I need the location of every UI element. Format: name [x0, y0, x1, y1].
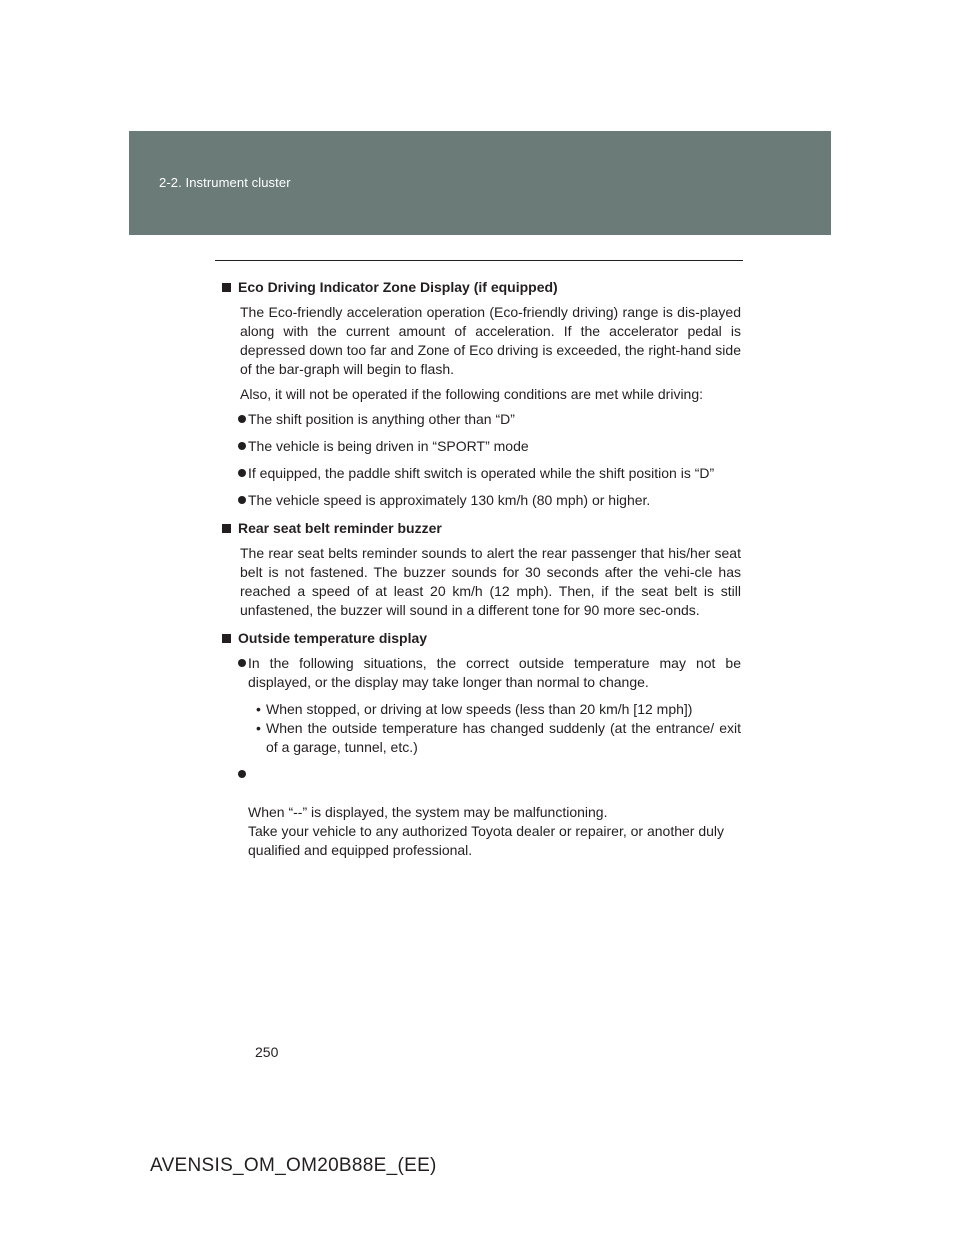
outside-temp-sub-item: • When stopped, or driving at low speeds (less than 20 km/h [12 mph]) — [256, 701, 693, 717]
small-dot-icon: • — [256, 720, 261, 736]
eco-condition-item: The vehicle is being driven in “SPORT” mode — [221, 437, 741, 456]
round-bullet-icon — [238, 659, 246, 667]
square-bullet-icon — [222, 524, 231, 533]
eco-condition-item: The shift position is anything other than “D” — [221, 410, 741, 429]
header-band — [129, 131, 831, 235]
eco-condition-item: If equipped, the paddle shift switch is operated while the shift position is “D” — [221, 464, 741, 483]
seat-belt-buzzer-heading: Rear seat belt reminder buzzer — [221, 519, 741, 538]
page-content — [221, 278, 741, 868]
eco-indicator-heading: Eco Driving Indicator Zone Display (if equipped) — [221, 278, 741, 297]
seat-belt-buzzer-description: The rear seat belts reminder sounds to alert the rear passenger that his/her seat belt is not fastened. The buzzer sounds for 30 seconds after the vehi-cle has reached a speed of at least 20 km/h (12 mph). Then, if the seat belt is still unfastened, the buzzer will sound in a different tone for 90 more sec-onds. — [240, 545, 741, 618]
eco-indicator-conditions-intro: Also, it will not be operated if the following conditions are met while driving: — [240, 386, 704, 402]
outside-temp-item: In the following situations, the correct outside temperature may not be displayed, or the display may take longer than normal to change. — [221, 654, 741, 692]
page-number: 250 — [255, 1044, 279, 1060]
eco-condition-item: The vehicle speed is approximately 130 km/h (80 mph) or higher. — [221, 491, 741, 510]
outside-temp-sub-item: • When the outside temperature has changed suddenly (at the entrance/ exit of a garage, tunnel, etc.) — [256, 720, 741, 755]
document-code: AVENSIS_OM_OM20B88E_(EE) — [150, 1155, 437, 1176]
outside-temp-heading: Outside temperature display — [221, 629, 741, 648]
round-bullet-icon — [238, 469, 246, 477]
outside-temp-item: When “--” is displayed, the system may be malfunctioning. Take your vehicle to any authorized Toyota dealer or repairer, or another duly qualified and equipped professional. — [221, 765, 741, 860]
section-divider — [215, 260, 743, 261]
round-bullet-icon — [238, 415, 246, 423]
round-bullet-icon — [238, 496, 246, 504]
square-bullet-icon — [222, 634, 231, 643]
square-bullet-icon — [222, 283, 231, 292]
round-bullet-icon — [238, 442, 246, 450]
round-bullet-icon — [238, 770, 246, 778]
section-label: 2-2. Instrument cluster — [159, 175, 291, 190]
small-dot-icon: • — [256, 701, 261, 717]
eco-indicator-description: The Eco-friendly acceleration operation (Eco-friendly driving) range is dis-played along with the current amount of acceleration. If the accelerator pedal is depressed down too far and Zone of Eco driving is exceeded, the right-hand side of the bar-graph will begin to flash. — [240, 304, 741, 377]
